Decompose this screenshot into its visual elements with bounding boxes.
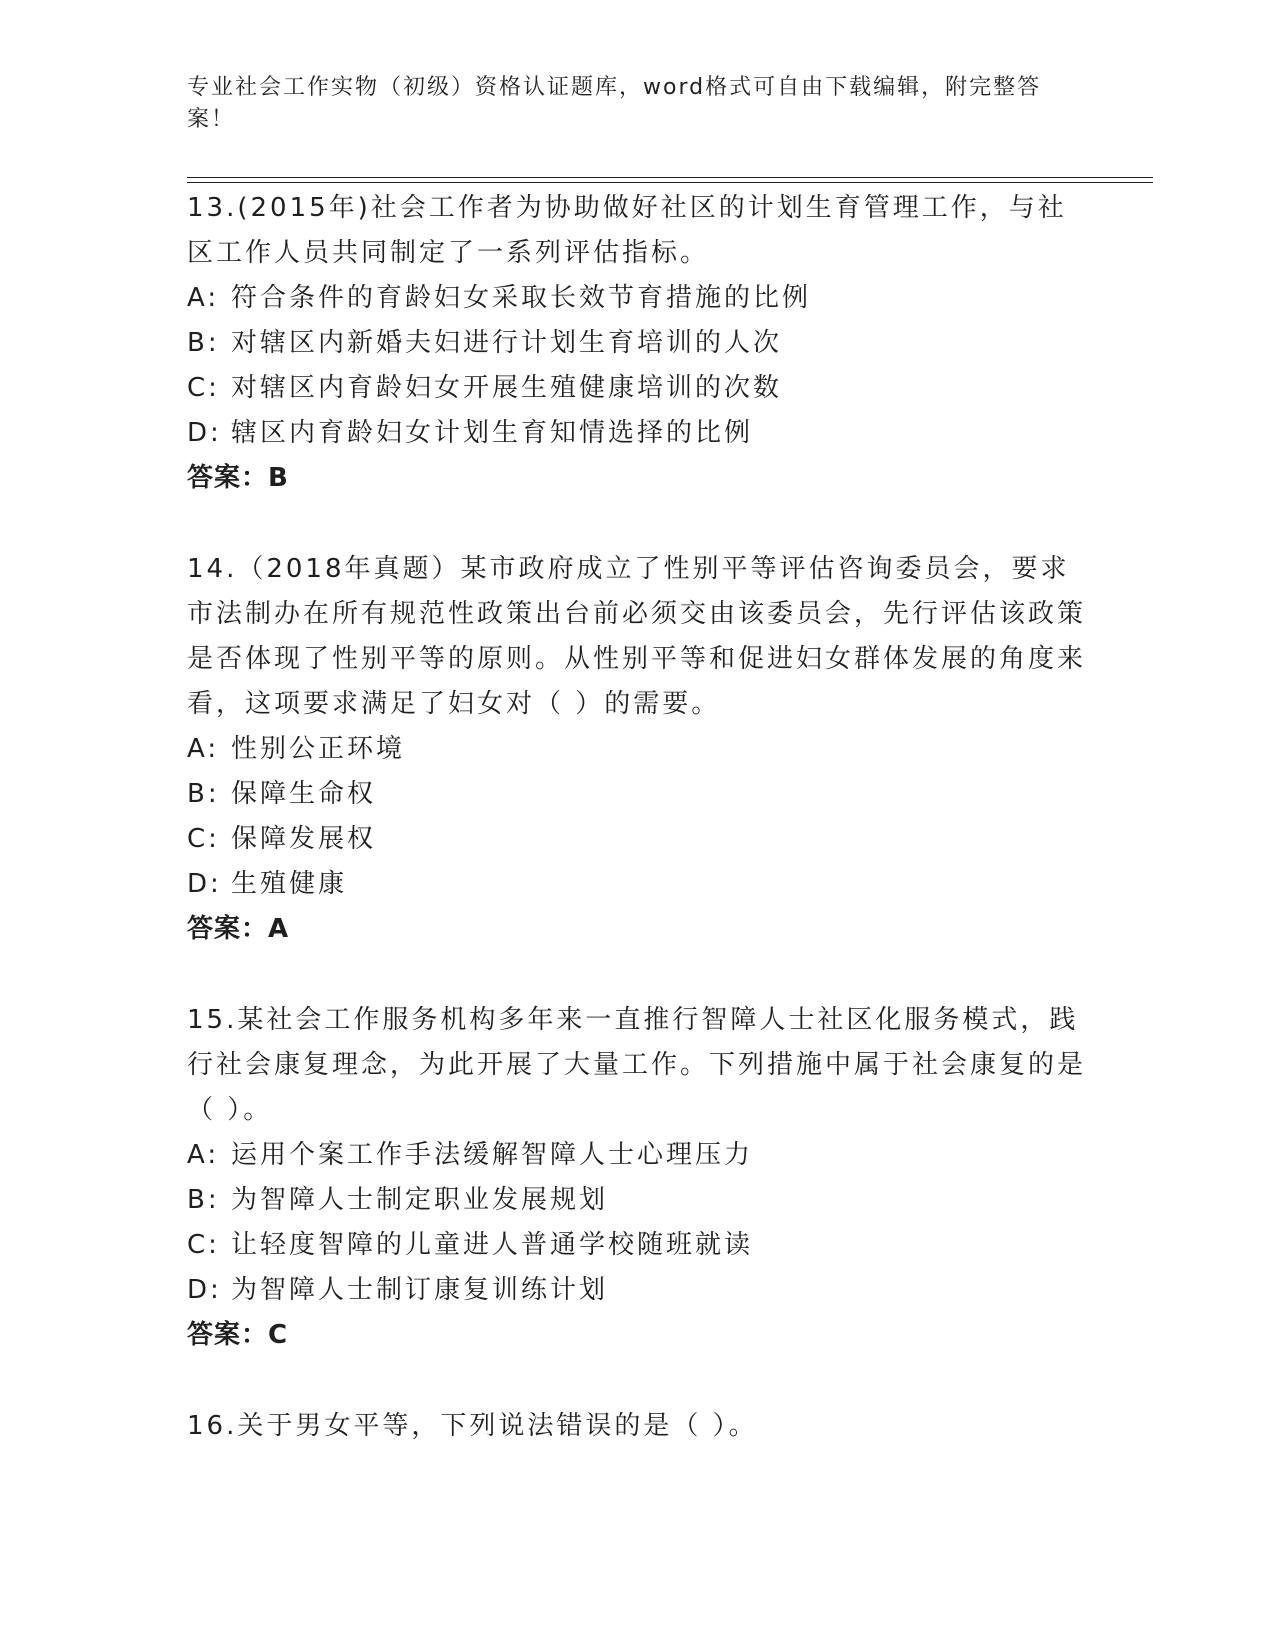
question-text: 16.关于男女平等，下列说法错误的是（ ）。 xyxy=(187,1411,758,1441)
option-d xyxy=(187,862,1087,907)
question-text: 15.某社会工作服务机构多年来一直推行智障人士社区化服务模式，践行社会康复理念，为此开展了大量工作。下列措施中属于社会康复的是（ ）。 xyxy=(187,1005,1087,1125)
question-list xyxy=(187,186,1087,1449)
option-a xyxy=(187,276,1087,321)
header-rule-top xyxy=(187,177,1153,178)
option-c xyxy=(187,366,1087,411)
option-text: 符合条件的育龄妇女采取长效节育措施的比例 xyxy=(231,283,812,313)
option-text: 保障发展权 xyxy=(231,824,377,854)
page-header: 专业社会工作实物（初级）资格认证题库，word格式可自由下载编辑，附完整答案！ xyxy=(187,75,1042,132)
option-a xyxy=(187,1133,1087,1178)
answer-line: 答案：C xyxy=(187,1320,289,1350)
question-15 xyxy=(187,998,1087,1358)
option-b xyxy=(187,321,1087,366)
option-letter: D: xyxy=(187,418,222,448)
option-letter: C: xyxy=(187,373,220,403)
option-b xyxy=(187,1178,1087,1223)
option-a xyxy=(187,727,1087,772)
option-letter: B: xyxy=(187,328,220,358)
option-text: 对辖区内新婚夫妇进行计划生育培训的人次 xyxy=(231,328,783,358)
option-text: 运用个案工作手法缓解智障人士心理压力 xyxy=(231,1140,754,1170)
option-text: 为智障人士制定职业发展规划 xyxy=(231,1185,609,1215)
option-letter: D: xyxy=(187,869,222,899)
option-text: 性别公正环境 xyxy=(231,734,406,764)
option-text: 辖区内育龄妇女计划生育知情选择的比例 xyxy=(231,418,754,448)
option-letter: B: xyxy=(187,1185,220,1215)
header-rule-bottom xyxy=(187,182,1153,183)
question-16 xyxy=(187,1404,1087,1449)
option-text: 保障生命权 xyxy=(231,779,377,809)
option-letter: A: xyxy=(187,734,220,764)
answer-line: 答案：B xyxy=(187,463,289,493)
option-text: 让轻度智障的儿童进人普通学校随班就读 xyxy=(231,1230,754,1260)
option-text: 生殖健康 xyxy=(231,869,348,899)
question-text: 13.(2015年)社会工作者为协助做好社区的计划生育管理工作，与社区工作人员共同制定了一系列评估指标。 xyxy=(187,193,1067,268)
spacer xyxy=(187,501,1087,547)
question-text: 14.（2018年真题）某市政府成立了性别平等评估咨询委员会，要求市法制办在所有规范性政策出台前必须交由该委员会，先行评估该政策是否体现了性别平等的原则。从性别平等和促进妇女群体发展的角度来看，这项要求满足了妇女对（ ）的需要。 xyxy=(187,554,1087,719)
option-letter: B: xyxy=(187,779,220,809)
option-letter: C: xyxy=(187,1230,220,1260)
question-13 xyxy=(187,186,1087,501)
option-letter: A: xyxy=(187,283,220,313)
option-letter: D: xyxy=(187,1275,222,1305)
option-d xyxy=(187,411,1087,456)
option-text: 为智障人士制订康复训练计划 xyxy=(231,1275,609,1305)
option-d xyxy=(187,1268,1087,1313)
answer-line: 答案：A xyxy=(187,914,290,944)
option-b xyxy=(187,772,1087,817)
spacer xyxy=(187,952,1087,998)
option-c xyxy=(187,1223,1087,1268)
option-c xyxy=(187,817,1087,862)
spacer xyxy=(187,1358,1087,1404)
option-text: 对辖区内育龄妇女开展生殖健康培训的次数 xyxy=(231,373,783,403)
option-letter: A: xyxy=(187,1140,220,1170)
option-letter: C: xyxy=(187,824,220,854)
question-14 xyxy=(187,547,1087,952)
